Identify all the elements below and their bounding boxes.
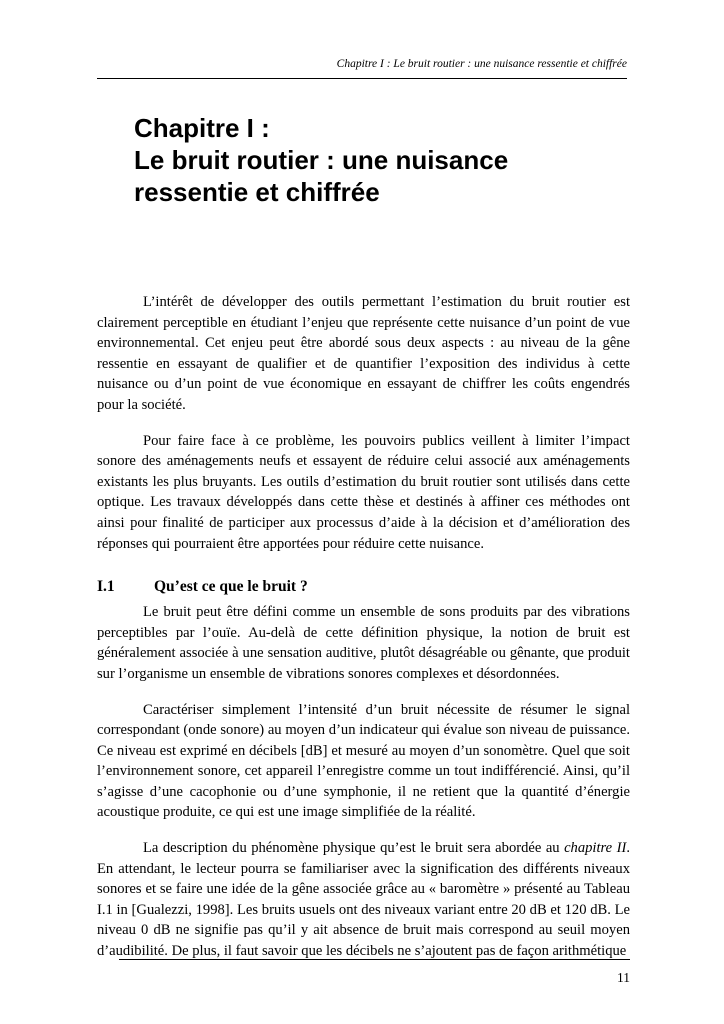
paragraph-3: Le bruit peut être défini comme un ensemble de sons produits par des vibrations perceptibles par l’ouïe. Au-delà de cette définition physique, la notion de bruit est généralement associée à une sensation auditive, plutôt désagréable ou gênante, que produit sur l’organisme un ensemble de vibrations sonores complexes et désordonnées. <box>97 604 630 682</box>
page-number: 11 <box>617 970 630 985</box>
body-text <box>97 292 630 962</box>
paragraph-2: Pour faire face à ce problème, les pouvoirs publics veillent à limiter l’impact sonore des aménagements neufs et essayent de réduire celui associé aux aménagements existants les plus bruyants. Les outils d’estimation du bruit routier sont utilisés dans cette optique. Les travaux développés dans cette thèse et destinés à affiner ces méthodes ont ainsi pour finalité de participer aux processus d’aide à la décision et d’amélioration des réponses qui pourraient être apportées pour réduire cette nuisance. <box>97 432 630 552</box>
paragraph-4: Caractériser simplement l’intensité d’un bruit nécessite de résumer le signal correspondant (onde sonore) au moyen d’un indicateur qui évalue son niveau de puissance. Ce niveau est exprimé en décibels [dB] et mesuré au moyen d’un sonomètre. Quel que soit l’environnement sonore, cet appareil l’enregistre comme un tout indifférencié. Ainsi, qu’il s’agisse d’une cacophonie ou d’une symphonie, il ne retient que la quantité d’énergie acoustique produite, ce qui est une image simplifiée de la réalité. <box>97 701 630 821</box>
paragraph-1: L’intérêt de développer des outils permettant l’estimation du bruit routier est clairement perceptible en étudiant l’enjeu que représente cette nuisance d’un point de vue environnemental. Cet enjeu peut être abordé sous deux aspects : au niveau de la gêne ressentie en essayant de qualifier et de quantifier l’exposition des individus à cette nuisance ou d’un point de vue économique en essayant de chiffrer les coûts engendrés pour la société. <box>97 294 630 413</box>
cross-reference-chapitre-ii: chapitre II <box>564 840 627 857</box>
chapter-title <box>134 112 634 208</box>
section-heading <box>97 576 630 598</box>
section-number: I.1 <box>97 578 115 596</box>
paragraph-5 <box>97 838 630 962</box>
chapter-title-line-2: Le bruit routier : une nuisance <box>134 145 509 175</box>
running-header: Chapitre I : Le bruit routier : une nuisance ressentie et chiffrée <box>336 58 627 70</box>
paragraph-5-part-2: . En attendant, le lecteur pourra se familiariser avec la signification des différents niveaux sonores et se faire une idée de la gêne associée grâce au « baromètre » présenté au Tableau I.1 in [Gualezzi, 1998]. Les bruits usuels ont des niveaux variant entre 20 dB et 120 dB. Le niveau 0 dB ne signifie pas qu’il y ait absence de bruit mais correspond au seuil moyen d’audibilité. De plus, il faut savoir que les décibels ne s’ajoutent pas de façon arithmétique <box>97 840 630 960</box>
footer-divider <box>119 959 630 960</box>
header-divider <box>97 78 627 79</box>
chapter-title-line-1: Chapitre I : <box>134 113 270 143</box>
chapter-title-line-3: ressentie et chiffrée <box>134 177 380 207</box>
paragraph-5-part-1: La description du phénomène physique qu’est le bruit sera abordée au <box>143 840 565 857</box>
section-title: Qu’est ce que le bruit ? <box>154 578 308 596</box>
